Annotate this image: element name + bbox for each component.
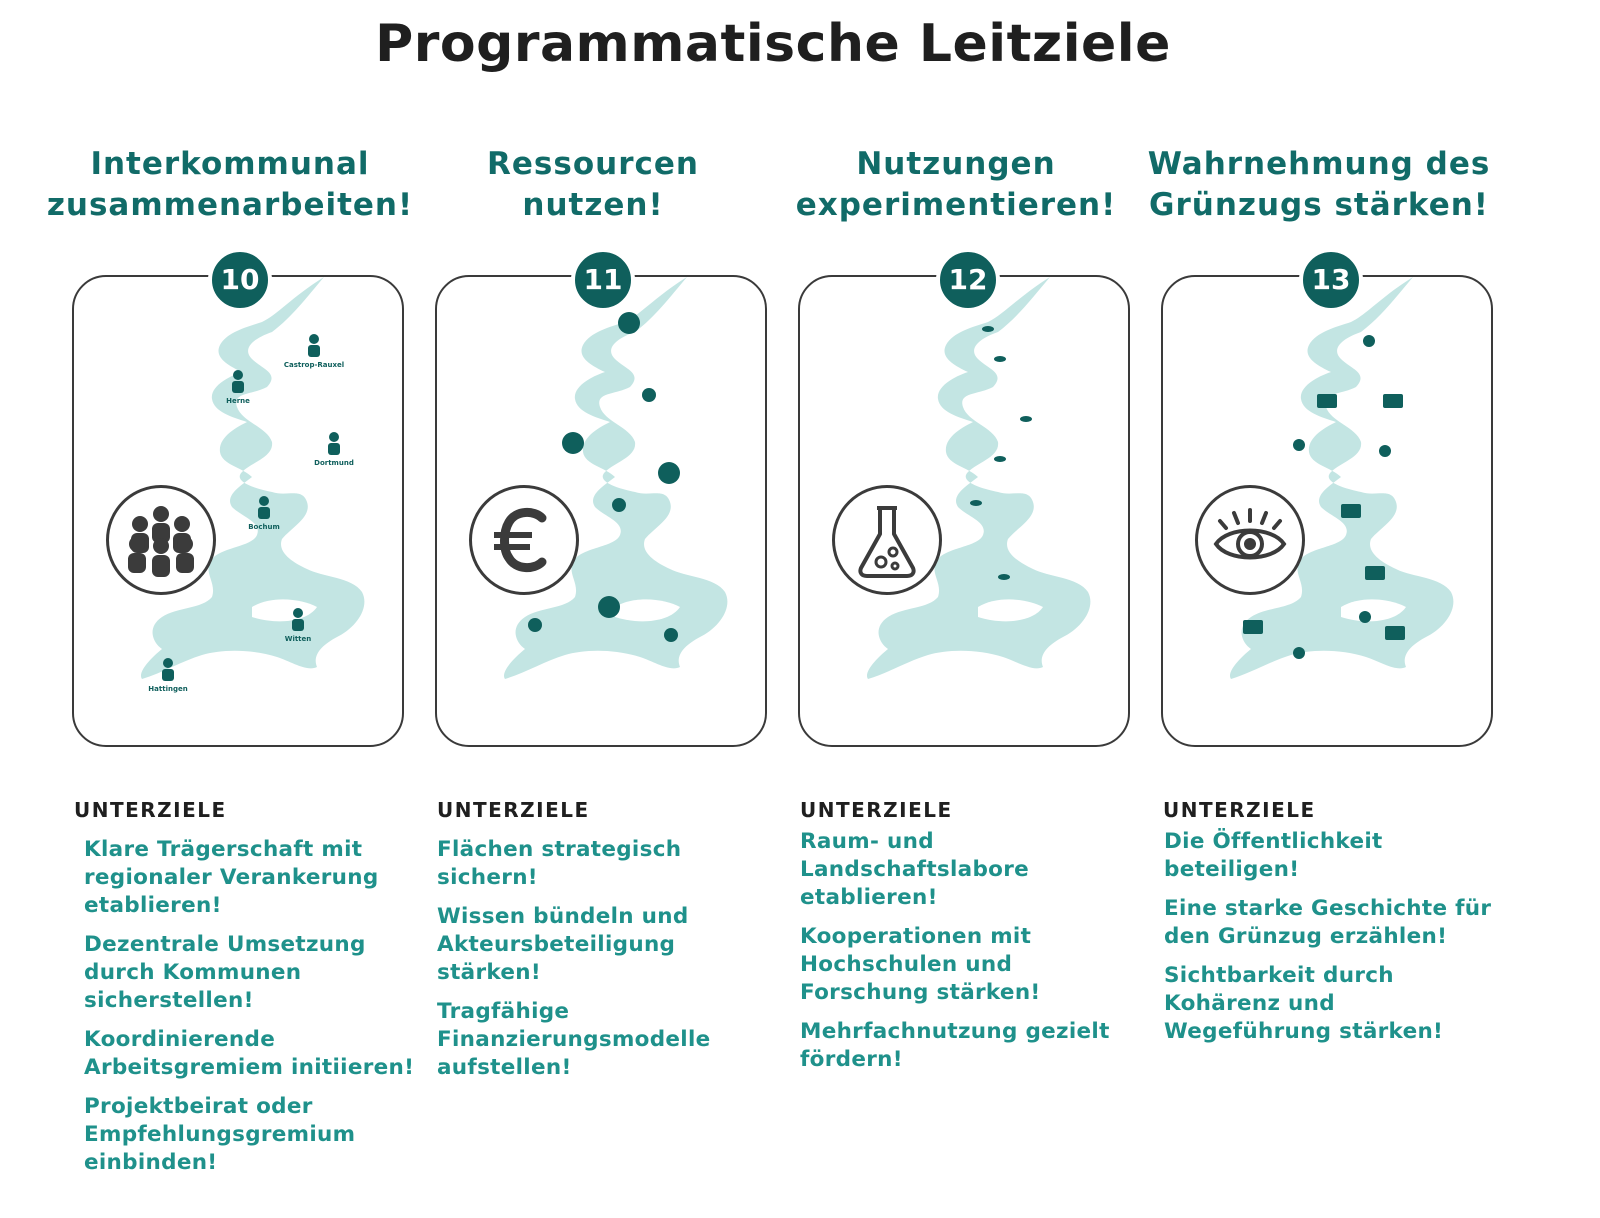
check-marker-icon [658,462,680,484]
speech-bubble-icon [1385,626,1405,640]
goal-number-badge: 11 [571,248,635,312]
city-label: Castrop-Rauxel [283,361,345,369]
greenbelt-area [1230,277,1453,679]
goal-title-line2: nutzen! [522,187,664,223]
goal-title [403,144,783,226]
goal-column-11 [413,0,773,1218]
city-label: Dortmund [314,459,354,467]
info-marker-icon [1379,445,1391,457]
map-shape [1230,277,1453,679]
info-marker-icon [1293,647,1305,659]
subgoal-item: Eine starke Geschichte für den Grünzug erzählen! [1164,896,1492,949]
goal-title [766,144,1146,226]
info-marker-icon [1293,439,1305,451]
person-marker-body [162,669,174,681]
person-marker-icon [329,432,339,442]
person-marker-icon [259,496,269,506]
speech-bubble-icon [1383,394,1403,408]
speech-bubble-icon [1243,620,1263,634]
subgoal-list [1164,828,1504,1057]
subgoal-list [84,836,424,1188]
people-group-icon [106,485,216,595]
goal-title-line2: Grünzugs stärken! [1149,187,1489,223]
city-label: Bochum [248,523,280,531]
goal-title-line1: Wahrnehmung des [1147,146,1491,182]
subgoal-item: Mehrfachnutzung gezielt fördern! [800,1019,1110,1072]
eye-icon [1195,485,1305,595]
city-label: Witten [284,635,312,643]
person-marker-body [328,443,340,455]
greenbelt-area [867,277,1090,679]
person-marker-body [308,345,320,357]
subgoal-item: Flächen strategisch sichern! [437,837,682,890]
euro-icon [469,485,579,595]
person-marker-icon [233,370,243,380]
subgoal-item: Die Öffentlichkeit beteiligen! [1164,829,1383,882]
check-marker-icon [562,432,584,454]
person-marker-icon [163,658,173,668]
speech-bubble-icon [1317,394,1337,408]
goal-column-13 [1139,0,1499,1218]
person-marker-body [232,381,244,393]
subgoal-item: Sichtbarkeit durch Kohärenz und Wegeführung stärken! [1164,963,1444,1044]
goal-number-badge: 13 [1299,248,1363,312]
city-label: Herne [226,397,250,405]
person-marker-icon [293,608,303,618]
speech-bubble-icon [1341,504,1361,518]
subgoal-item: Tragfähige Finanzierungsmodelle aufstellen! [437,999,711,1080]
subgoals-heading: UNTERZIELE [437,798,590,822]
field-patch [982,326,994,332]
field-patch [970,500,982,506]
field-patch [998,574,1010,580]
field-patch [1020,416,1032,422]
speech-bubble-icon [1365,566,1385,580]
subgoal-item: Wissen bündeln und Akteursbeteiligung stärken! [437,904,689,985]
goal-title-line1: Nutzungen [856,146,1056,182]
map-shape [867,277,1090,679]
goal-title-line2: zusammenarbeiten! [46,187,414,223]
subgoals-heading: UNTERZIELE [1163,798,1316,822]
subgoals-heading: UNTERZIELE [800,798,953,822]
goal-number-badge: 12 [936,248,1000,312]
goal-title [40,144,420,226]
goal-title-line1: Ressourcen [487,146,699,182]
greenbelt-area [141,277,364,679]
goal-number-badge: 10 [208,248,272,312]
bulb-marker-icon [528,618,542,632]
bulb-marker-icon [664,628,678,642]
map-shape [141,277,364,679]
field-patch [994,456,1006,462]
subgoal-list [800,828,1140,1085]
subgoals-heading: UNTERZIELE [74,798,227,822]
goal-column-12 [776,0,1136,1218]
bulb-marker-icon [642,388,656,402]
subgoal-item: Kooperationen mit Hochschulen und Forschung stärken! [800,924,1041,1005]
info-marker-icon [1363,335,1375,347]
check-marker-icon [598,596,620,618]
goal-title-line1: Interkommunal [90,146,370,182]
person-marker-icon [309,334,319,344]
page-title: Programmatische Leitziele [375,14,1171,74]
subgoal-item: Projektbeirat oder Empfehlungsgremium einbinden! [84,1094,356,1175]
city-label: Hattingen [148,685,188,693]
subgoal-item: Dezentrale Umsetzung durch Kommunen sicherstellen! [84,932,366,1013]
info-marker-icon [1359,611,1371,623]
person-marker-body [258,507,270,519]
check-marker-icon [618,312,640,334]
bulb-marker-icon [612,498,626,512]
goal-column-10 [46,0,415,1218]
flask-icon [832,485,942,595]
subgoal-item: Klare Trägerschaft mit regionaler Verankerung etablieren! [84,837,379,918]
goal-title-line2: experimentieren! [795,187,1117,223]
person-marker-body [292,619,304,631]
subgoal-list [437,836,777,1093]
goal-title [1129,144,1509,226]
subgoal-item: Koordinierende Arbeitsgremiem initiieren! [84,1027,415,1080]
subgoal-item: Raum- und Landschaftslabore etablieren! [800,829,1030,910]
field-patch [994,356,1006,362]
